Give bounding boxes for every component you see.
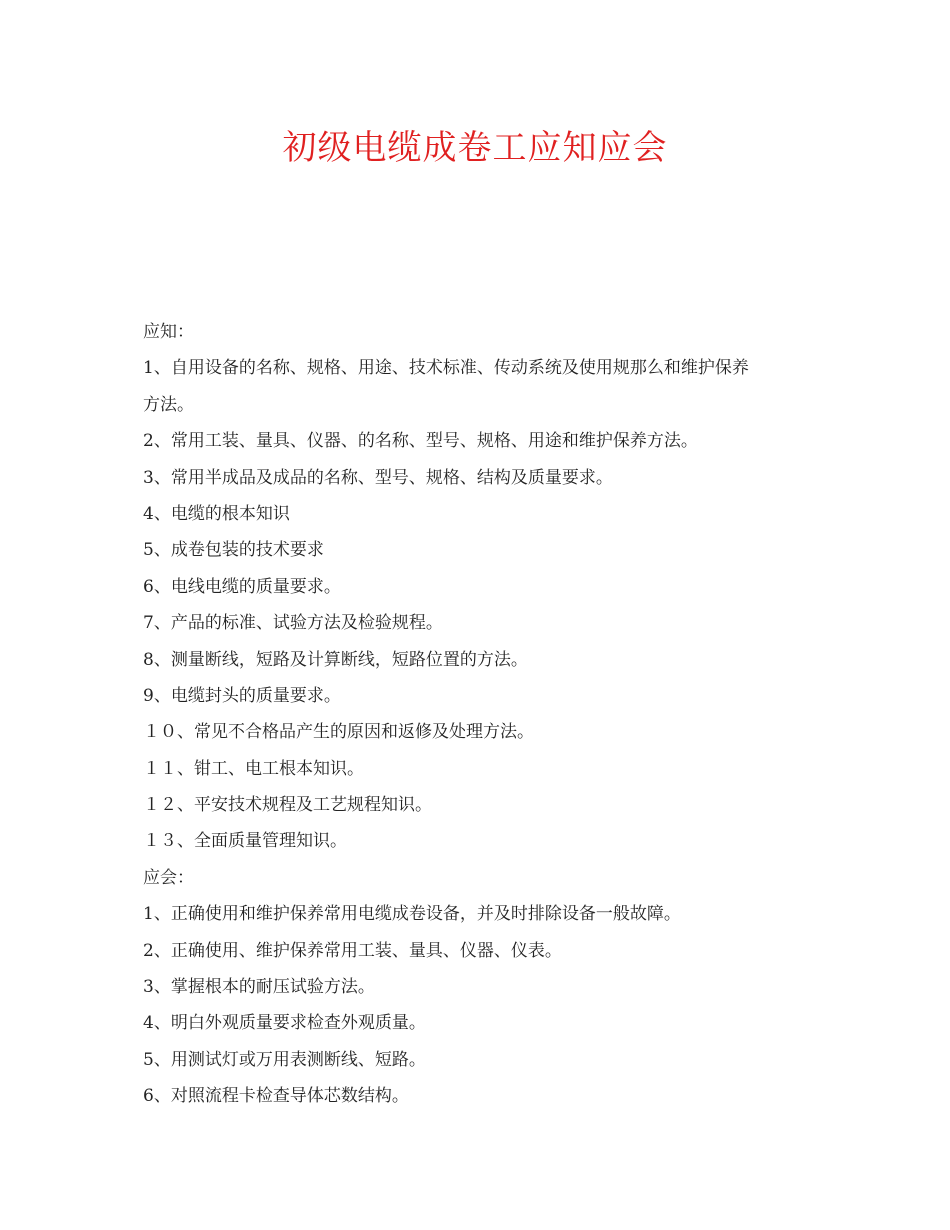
text-line: 1、正确使用和维护保养常用电缆成卷设备，并及时排除设备一般故障。	[143, 904, 681, 925]
section-heading-yinghui: 应会：	[143, 867, 194, 888]
text-line: 9、电缆封头的质量要求。	[143, 685, 341, 706]
text-line: 4、明白外观质量要求检查外观质量。	[143, 1013, 426, 1034]
text-line: 方法。	[143, 394, 194, 415]
document-body	[143, 314, 823, 1115]
text-line: 2、常用工装、量具、仪器、的名称、型号、规格、用途和维护保养方法。	[143, 431, 698, 452]
text-line: 8、测量断线，短路及计算断线，短路位置的方法。	[143, 649, 528, 670]
text-line: 3、掌握根本的耐压试验方法。	[143, 977, 375, 998]
text-line: 2、正确使用、维护保养常用工装、量具、仪器、仪表。	[143, 940, 562, 961]
text-line: 4、电缆的根本知识	[143, 503, 290, 524]
text-line: 6、电线电缆的质量要求。	[143, 576, 341, 597]
text-line: 5、用测试灯或万用表测断线、短路。	[143, 1049, 426, 1070]
text-line: １２、平安技术规程及工艺规程知识。	[143, 795, 432, 816]
text-line: １１、钳工、电工根本知识。	[143, 758, 364, 779]
text-line: １３、全面质量管理知识。	[143, 831, 347, 852]
section-heading-yingzhi: 应知：	[143, 322, 194, 342]
text-line: 7、产品的标准、试验方法及检验规程。	[143, 613, 443, 634]
text-line: 1、自用设备的名称、规格、用途、技术标准、传动系统及使用规那么和维护保养	[143, 358, 749, 379]
text-line: 6、对照流程卡检查导体芯数结构。	[143, 1086, 409, 1107]
text-line: 3、常用半成品及成品的名称、型号、规格、结构及质量要求。	[143, 467, 613, 488]
text-line: 5、成卷包装的技术要求	[143, 540, 324, 561]
text-line: １０、常见不合格品产生的原因和返修及处理方法。	[143, 722, 534, 743]
document-title: 初级电缆成卷工应知应会	[282, 128, 668, 168]
